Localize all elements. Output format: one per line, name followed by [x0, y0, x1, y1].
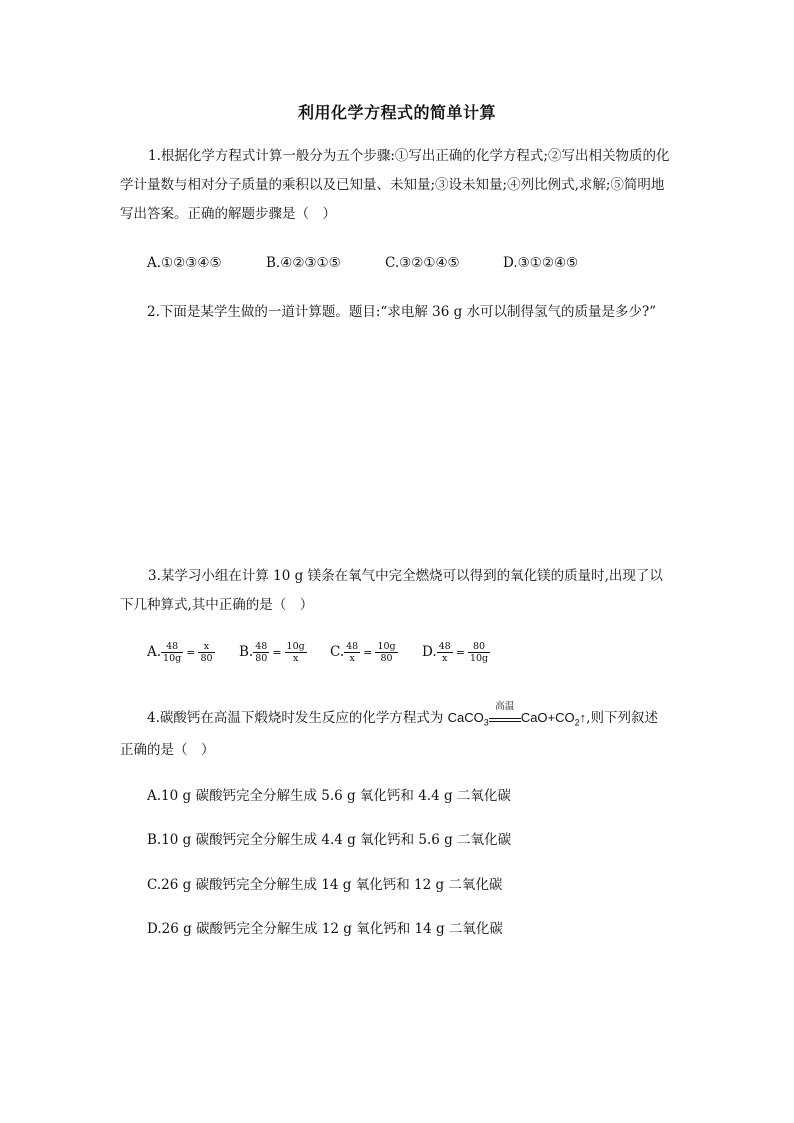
gas-arrow: ↑	[579, 710, 587, 725]
denominator: 10g	[163, 653, 182, 664]
q4-stem-tail: ,则下列叙述	[586, 710, 658, 726]
chemical-equation	[447, 700, 587, 728]
reaction-condition	[489, 700, 521, 727]
q3-option-d[interactable]	[422, 641, 490, 664]
numerator: 48	[438, 641, 451, 652]
products: CaO+CO	[520, 710, 575, 725]
fraction-right	[285, 641, 307, 664]
q1-option-d[interactable]: D.③①②④⑤	[503, 255, 579, 271]
fraction-right	[468, 641, 490, 664]
q4-option-a[interactable]: A.10 g 碳酸钙完全分解生成 5.6 g 氧化钙和 4.4 g 二氧化碳	[147, 788, 511, 804]
page-title: 利用化学方程式的简单计算	[297, 103, 496, 122]
fraction-left	[344, 641, 360, 664]
equals-sign: =	[272, 646, 282, 659]
q3-option-a[interactable]	[147, 641, 215, 664]
denominator: x	[349, 653, 355, 664]
q1-stem: 1.根据化学方程式计算一般分为五个步骤:①写出正确的化学方程式;②写出相关物质的化学计量数与相对分子质量的乘积以及已知量、未知量;③设未知量;④列比例式,求解;⑤简明地写出答案。正确的解题步骤是（ ）	[120, 148, 670, 222]
numerator: 80	[468, 641, 490, 653]
option-label: A.	[147, 644, 162, 660]
equals-sign: =	[186, 646, 196, 659]
fraction-left	[161, 641, 183, 664]
reactant-subscript: 3	[483, 717, 489, 728]
numerator: 10g	[286, 641, 305, 652]
denominator: x	[292, 653, 299, 664]
numerator: x	[198, 641, 214, 653]
q1-option-b[interactable]: B.④②③①⑤	[266, 255, 341, 271]
q3-stem: 3.某学习小组在计算 10 g 镁条在氧气中完全燃烧可以得到的氧化镁的质量时,出现了以下几种算式,其中正确的是（ ）	[120, 568, 663, 613]
denominator: 80	[255, 653, 268, 664]
option-label: C.	[330, 644, 345, 660]
numerator: 48	[255, 641, 268, 652]
condition-label: 高温	[495, 700, 515, 712]
q4-option-b[interactable]: B.10 g 碳酸钙完全分解生成 4.4 g 氧化钙和 5.6 g 二氧化碳	[147, 832, 512, 848]
q1-option-c[interactable]: C.③②①④⑤	[385, 255, 460, 271]
q3-option-c[interactable]	[330, 641, 398, 664]
q2-stem: 2.下面是某学生做的一道计算题。题目:“求电解 36 g 水可以制得氢气的质量是多少?”	[147, 304, 657, 320]
numerator: 48	[346, 641, 359, 652]
q1-option-a[interactable]: A.①②③④⑤	[147, 255, 222, 271]
q4-stem-text: 4.碳酸钙在高温下煅烧时发生反应的化学方程式为	[147, 710, 448, 726]
equals-sign: =	[455, 646, 465, 659]
option-label: D.	[422, 644, 437, 660]
denominator: 80	[200, 653, 213, 664]
fraction-right	[375, 641, 397, 664]
fraction-left	[437, 641, 453, 664]
q4-option-c[interactable]: C.26 g 碳酸钙完全分解生成 14 g 氧化钙和 12 g 二氧化碳	[147, 877, 503, 893]
denominator: 80	[380, 653, 393, 664]
q4-stem-line1	[147, 700, 658, 728]
equals-sign: =	[363, 646, 373, 659]
product-subscript: 2	[574, 717, 580, 728]
equal-line-top	[489, 718, 521, 719]
fraction-left	[253, 641, 269, 664]
reactant: CaCO	[447, 710, 484, 725]
numerator: 48	[161, 641, 183, 653]
option-label: B.	[239, 644, 254, 660]
numerator: 10g	[377, 641, 396, 652]
q4-option-d[interactable]: D.26 g 碳酸钙完全分解生成 12 g 氧化钙和 14 g 二氧化碳	[147, 921, 503, 937]
q4-stem-line2: 正确的是（ ）	[120, 742, 215, 758]
denominator: x	[442, 653, 448, 664]
q3-option-b[interactable]	[239, 641, 307, 664]
equal-line-bottom	[489, 721, 521, 722]
denominator: 10g	[469, 653, 489, 664]
fraction-right	[198, 641, 214, 664]
